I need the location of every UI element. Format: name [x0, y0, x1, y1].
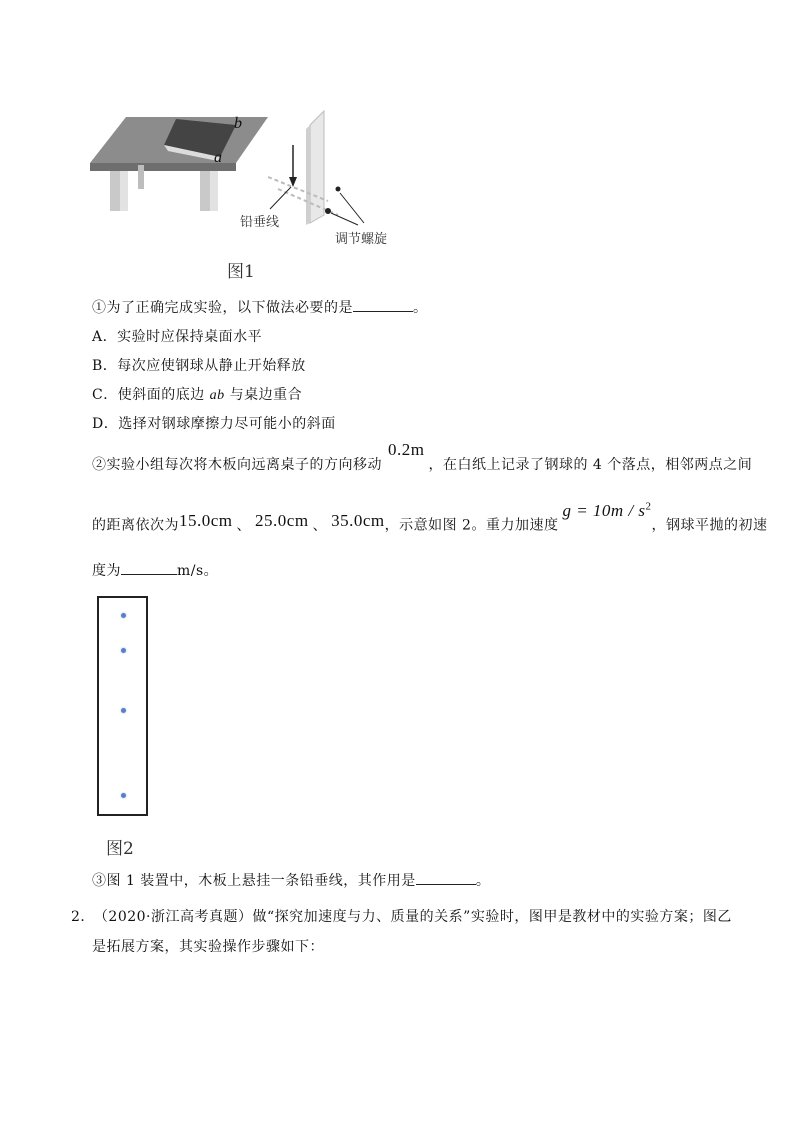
- answer-blank-2[interactable]: [121, 562, 177, 575]
- landing-point-2: [121, 648, 126, 653]
- option-d: D．选择对钢球摩擦力尽可能小的斜面: [92, 416, 336, 432]
- answer-blank-1[interactable]: [353, 299, 413, 312]
- distance-3: 35.0cm: [331, 510, 385, 530]
- landing-point-3: [121, 708, 126, 713]
- option-a: A．实验时应保持桌面水平: [92, 329, 263, 345]
- distance-2: 25.0cm: [255, 510, 309, 530]
- distance-1: 15.0cm: [179, 510, 233, 530]
- figure-2-caption: 图2: [106, 839, 134, 859]
- option-c: C．使斜面的底边 ab 与桌边重合: [92, 387, 303, 403]
- landing-point-4: [121, 793, 126, 798]
- label-b: b: [234, 115, 242, 132]
- problem-2-line-1: 2． （2020·浙江高考真题）做“探究加速度与力、质量的关系”实验时，图甲是教材中的实验方案；图乙: [71, 909, 732, 925]
- problem-2-line-2: 是拓展方案，其实验操作步骤如下：: [92, 939, 324, 955]
- figure-2-board: [97, 596, 148, 816]
- figure-1: [88, 105, 398, 255]
- label-a: a: [214, 149, 222, 166]
- figure-1-caption: 图1: [227, 262, 255, 282]
- move-distance: 0.2m: [388, 440, 425, 459]
- label-adjust-screw: 调节螺旋: [335, 232, 388, 247]
- question-2-line-1: ②实验小组每次将木板向远离桌子的方向移动0.2m，在白纸上记录了钢球的 4 个落点，相邻两点之间: [92, 440, 753, 473]
- problem-number: 2．: [71, 909, 95, 925]
- gravity-value: $g = 10m / s^2$: [562, 500, 652, 520]
- answer-blank-3[interactable]: [416, 872, 476, 885]
- question-2-line-2: 的距离依次为15.0cm 、 25.0cm 、 35.0cm，示意如图 2。重力加速度$g = 10m / s^2$，钢球平抛的初速: [92, 500, 768, 534]
- question-2-line-3: 度为 m/s。: [92, 563, 219, 579]
- option-b: B．每次应使钢球从静止开始释放: [92, 358, 306, 374]
- question-1-prompt: ①为了正确完成实验，以下做法必要的是 。: [92, 300, 428, 316]
- label-plumb-line: 铅垂线: [240, 215, 280, 230]
- question-3-prompt: ③图 1 装置中，木板上悬挂一条铅垂线，其作用是 。: [92, 873, 491, 889]
- landing-point-1: [121, 613, 126, 618]
